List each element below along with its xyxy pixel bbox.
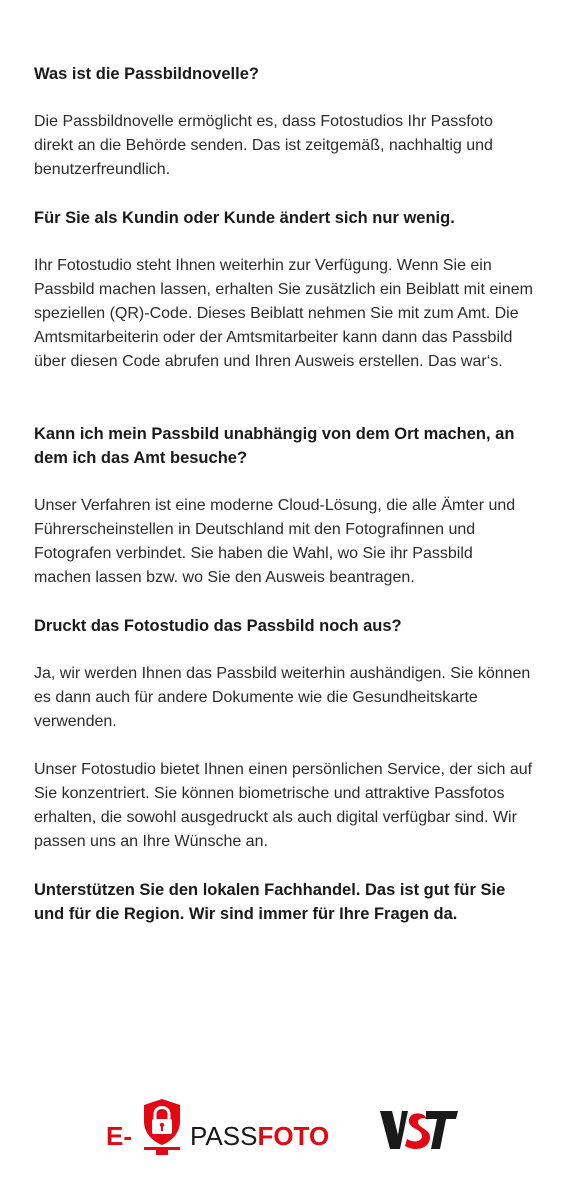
- epassfoto-prefix: E-: [106, 1121, 132, 1151]
- paragraph-service: Unser Fotostudio bietet Ihnen einen persönlichen Service, der sich auf Sie konzentriert. Sie können biometrische und attraktive Passfotos erhalten, die sowohl ausgedruckt als auch digital verfügbar sind. Wir passen uns an Ihre Wünsche an.: [34, 761, 533, 850]
- lock-shield-icon: [140, 1097, 184, 1157]
- epassfoto-wordmark: PASSFOTO: [190, 1121, 330, 1151]
- heading-ort-unabhaengig: Kann ich mein Passbild unabhängig von dem Ort machen, an dem ich das Amt besuche?: [34, 425, 515, 467]
- paragraph-aushaendigen: Ja, wir werden Ihnen das Passbild weiterhin aushändigen. Sie können es dann auch für andere Dokumente wie die Gesundheitskarte verwenden.: [34, 665, 531, 730]
- heading-fachhandel: Unterstützen Sie den lokalen Fachhandel. Das ist gut für Sie und für die Region. Wir sind immer für Ihre Fragen da.: [34, 881, 506, 923]
- heading-ausdruck: Druckt das Fotostudio das Passbild noch aus?: [34, 617, 402, 635]
- footer-logos: [0, 1085, 566, 1165]
- paragraph-fotostudio-beiblatt: Ihr Fotostudio steht Ihnen weiterhin zur Verfügung. Wenn Sie ein Passbild machen lassen, erhalten Sie zusätzlich ein Beiblatt mit einem speziellen (QR)-Code. Dieses Beiblatt nehmen Sie mit zum Amt. Die Amtsmitarbeiterin oder der Amtsmitarbeiter kann dann das Passbild über diesen Code abrufen und Ihren Ausweis erstellen. Das war‘s.: [34, 257, 533, 370]
- vst-logo: [378, 1105, 460, 1157]
- heading-kunden-aenderung: Für Sie als Kundin oder Kunde ändert sich nur wenig.: [34, 209, 455, 227]
- paragraph-cloud-loesung: Unser Verfahren ist eine moderne Cloud-Lösung, die alle Ämter und Führerscheinstellen in Deutschland mit den Fotografinnen und Fotografen verbindet. Sie haben die Wahl, wo Sie ihr Passbild machen lassen bzw. wo Sie den Ausweis beantragen.: [34, 497, 516, 586]
- heading-passbildnovelle: Was ist die Passbildnovelle?: [34, 65, 259, 83]
- document-body: [34, 62, 534, 926]
- paragraph-passbildnovelle: Die Passbildnovelle ermöglicht es, dass Fotostudios Ihr Passfoto direkt an die Behörde senden. Das ist zeitgemäß, nachhaltig und benutzerfreundlich.: [34, 113, 493, 178]
